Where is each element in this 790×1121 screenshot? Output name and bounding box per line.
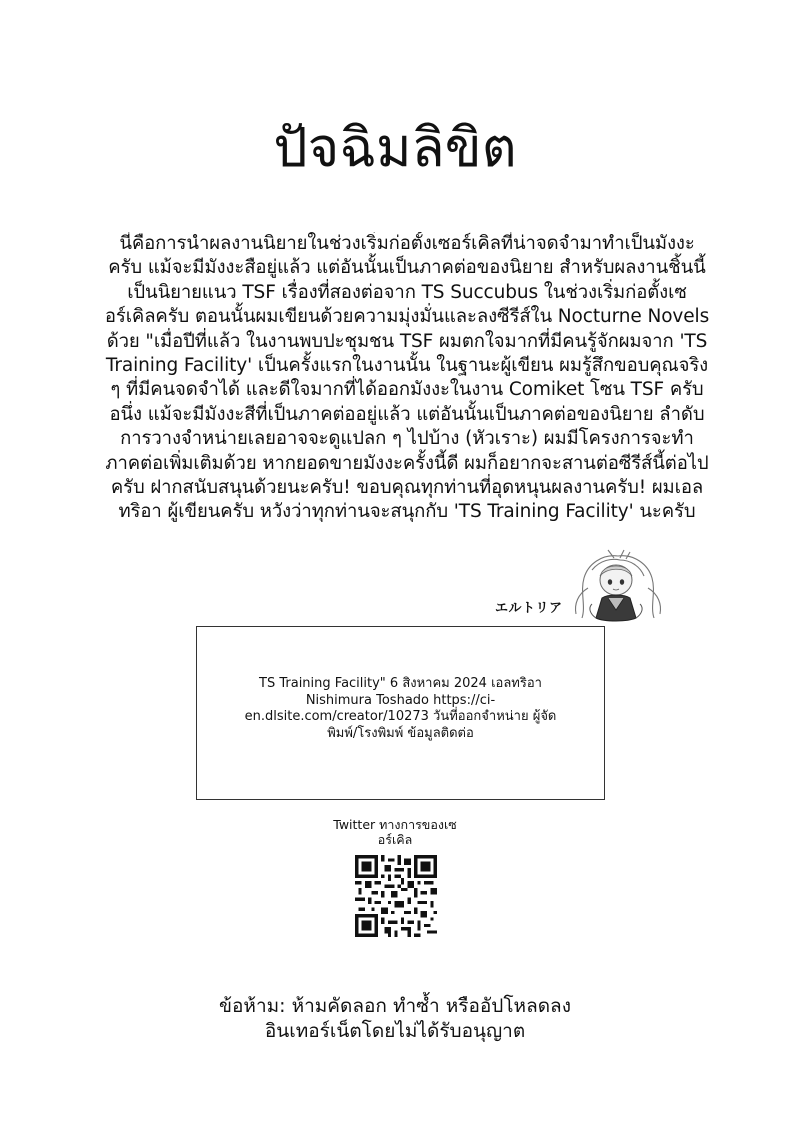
copyright-disclaimer [0,994,790,1044]
page-title: ปัจฉิมลิขิต [273,116,517,179]
afterword-text: นี่คือการนำผลงานนิยายในช่วงเริ่มก่อตั้งเซอร์เคิลที่น่าจดจำมาทำเป็นมังงะครับ แม้จะมีมังงะสือยู่แล้ว แต่อันนั้นเป็นภาคต่อของนิยาย สำหรับผลงานชิ้นนี้เป็นนิยายแนว TSF เรื่องที่สองต่อจาก TS Succubus ในช่วงเริ่มก่อตั้งเซอร์เคิลครับ ตอนนั้นผมเขียนด้วยความมุ่งมั่นและลงซีรีส์ใน Nocturne Novels ด้วย "เมื่อปีที่แล้ว ในงานพบปะชุมชน TSF ผมตกใจมากที่มีคนรู้จักผมจาก 'TS Training Facility' เป็นครั้งแรกในงานนั้น ในฐานะผู้เขียน ผมรู้สึกขอบคุณจริง ๆ ที่มีคนจดจำได้ และดีใจมากที่ได้ออกมังงะในงาน Comiket โซน TSF ครับ อนึ่ง แม้จะมีมังงะสีที่เป็นภาคต่ออยู่แล้ว แต่อันนั้นเป็นภาคต่อของนิยาย ลำดับการวางจำหน่ายเลยอาจจะดูแปลก ๆ ไปบ้าง (หัวเราะ) ผมมีโครงการจะทำภาคต่อเพิ่มเติมด้วย หากยอดขายมังงะครั้งนี้ดี ผมก็อยากจะสานต่อซีรีส์นี้ต่อไปครับ ฝากสนับสนุนด้วยนะครับ! ขอบคุณทุกท่านที่อุดหนุนผลงานครับ! ผมเอลทริอา ผู้เขียนครับ หวังว่าทุกท่านจะสนุกกับ 'TS Training Facility' นะครับ [104,233,710,523]
qr-code-icon [355,855,437,937]
colophon-text: TS Training Facility" 6 สิงหาคม 2024 เอลทริอา Nishimura Toshado https://ci-en.dlsite.com/creator/10273 วันที่ออกจำหน่าย ผู้จัดพิมพ์/โรงพิมพ์ ข้อมูลติดต่อ [244,676,557,741]
disclaimer-line-2: อินเทอร์เน็ตโดยไม่ได้รับอนุญาต [264,1020,526,1042]
disclaimer-line-1: ข้อห้าม: ห้ามคัดลอก ทำซ้ำ หรืออัปโหลดลง [219,995,571,1017]
twitter-label: Twitter ทางการของเซอร์เคิล [333,817,457,847]
colophon-box [196,626,605,800]
author-signature: エルトリア [495,601,563,616]
author-chibi-illustration [568,548,664,624]
